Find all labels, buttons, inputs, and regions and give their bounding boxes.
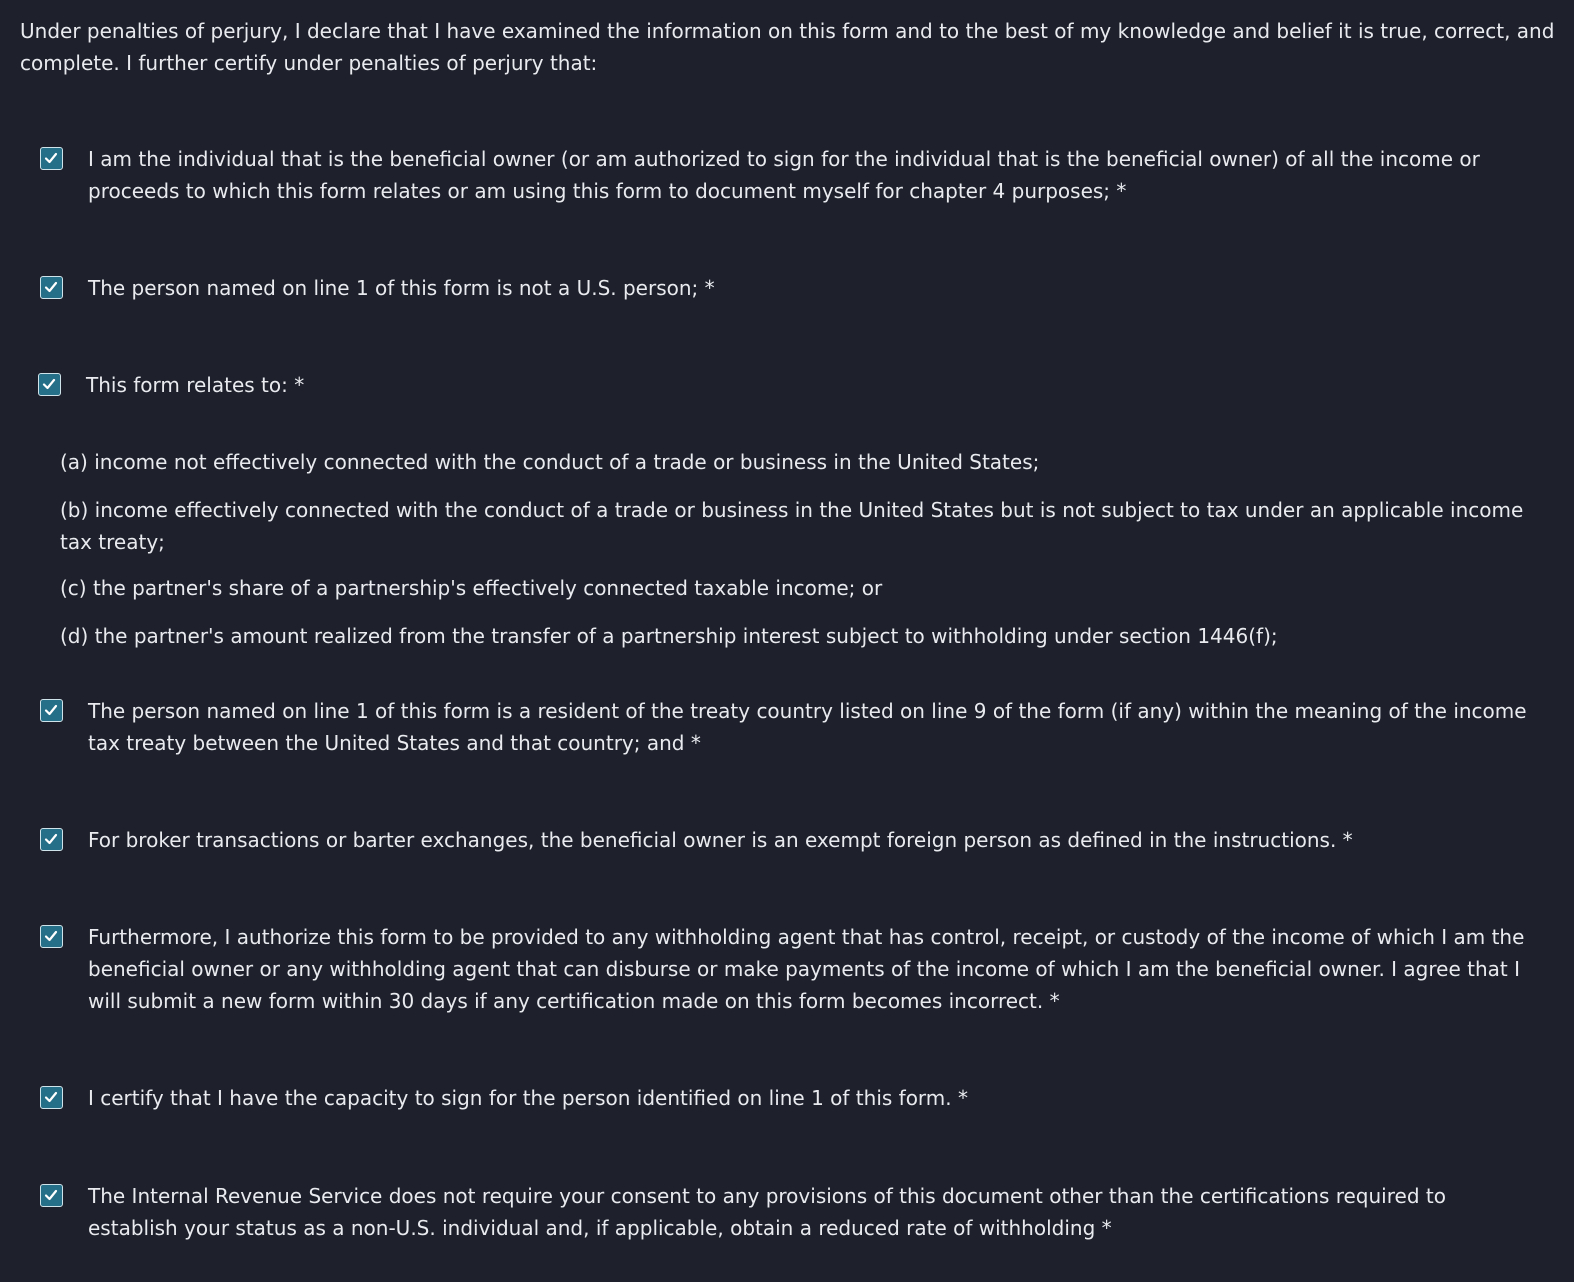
- relates-to-item-a: (a) income not effectively connected with the conduct of a trade or business in the United States;: [60, 450, 1040, 474]
- checkmark-icon: [44, 929, 58, 943]
- relates-to-item-c: (c) the partner's share of a partnership's effectively connected taxable income; or: [60, 576, 883, 600]
- capacity-to-sign-label: I certify that I have the capacity to sign for the person identified on line 1 of this form. *: [88, 1086, 968, 1110]
- irs-consent-checkbox[interactable]: [40, 1184, 63, 1207]
- withholding-agent-checkbox[interactable]: [40, 925, 63, 948]
- checkmark-icon: [42, 377, 56, 391]
- broker-exempt-checkbox[interactable]: [40, 828, 63, 851]
- not-us-person-checkbox[interactable]: [40, 276, 63, 299]
- irs-consent-label: The Internal Revenue Service does not require your consent to any provisions of this document other than the certifications required to establish your status as a non-U.S. individual and, if applicable, obtain a reduced rate of withholding *: [88, 1184, 1446, 1240]
- relates-to-item-d: (d) the partner's amount realized from the transfer of a partnership interest subject to withholding under section 1446(f);: [60, 624, 1278, 648]
- treaty-resident-checkbox[interactable]: [40, 699, 63, 722]
- checkmark-icon: [44, 703, 58, 717]
- checkmark-icon: [44, 280, 58, 294]
- intro-paragraph: Under penalties of perjury, I declare that I have examined the information on this form and to the best of my knowledge and belief it is true, correct, and complete. I further certify under penalties of perjury that:: [20, 19, 1555, 75]
- beneficial-owner-checkbox[interactable]: [40, 147, 63, 170]
- checkmark-icon: [44, 1188, 58, 1202]
- not-us-person-label: The person named on line 1 of this form is not a U.S. person; *: [88, 276, 715, 300]
- beneficial-owner-label: I am the individual that is the beneficial owner (or am authorized to sign for the individual that is the beneficial owner) of all the income or proceeds to which this form relates or am using this form to document myself for chapter 4 purposes; *: [88, 147, 1480, 203]
- form-relates-to-label: This form relates to: *: [86, 373, 305, 397]
- checkmark-icon: [44, 151, 58, 165]
- broker-exempt-label: For broker transactions or barter exchanges, the beneficial owner is an exempt foreign person as defined in the instructions. *: [88, 828, 1353, 852]
- checkmark-icon: [44, 1090, 58, 1104]
- withholding-agent-label: Furthermore, I authorize this form to be provided to any withholding agent that has control, receipt, or custody of the income of which I am the beneficial owner or any withholding agent that can disburse or make payments of the income of which I am the beneficial owner. I agree that I will submit a new form within 30 days if any certification made on this form becomes incorrect. *: [88, 925, 1525, 1013]
- relates-to-item-b: (b) income effectively connected with the conduct of a trade or business in the United States but is not subject to tax under an applicable income tax treaty;: [60, 498, 1524, 554]
- form-relates-to-checkbox[interactable]: [38, 373, 61, 396]
- capacity-to-sign-checkbox[interactable]: [40, 1086, 63, 1109]
- treaty-resident-label: The person named on line 1 of this form is a resident of the treaty country listed on line 9 of the form (if any) within the meaning of the income tax treaty between the United States and that country; and *: [88, 699, 1527, 755]
- checkmark-icon: [44, 832, 58, 846]
